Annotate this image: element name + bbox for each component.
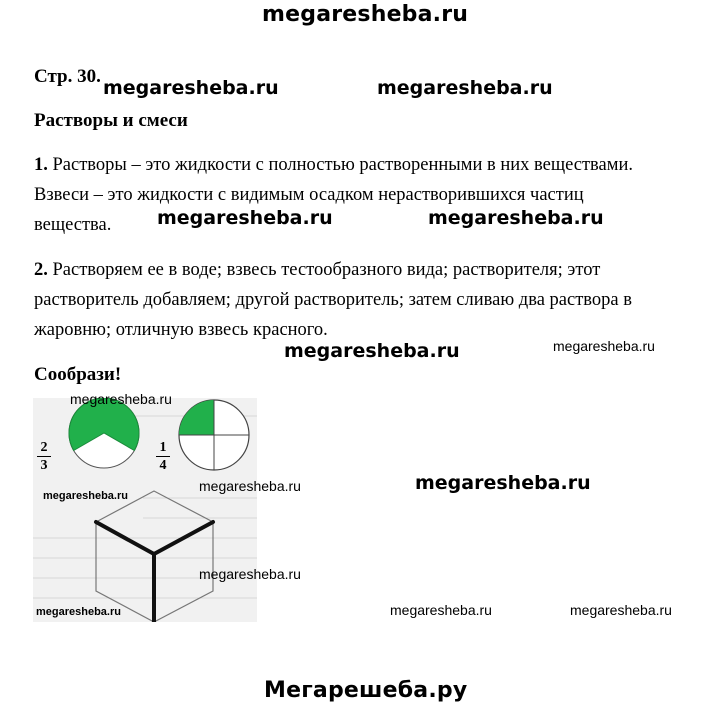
footer-watermark: Мегарешеба.ру xyxy=(264,678,468,703)
page-reference: Стр. 30. xyxy=(34,66,101,87)
circle-two-thirds xyxy=(69,398,139,468)
fraction-two-thirds xyxy=(37,440,51,473)
fraction-b-numerator: 1 xyxy=(159,440,167,455)
circle-one-quarter xyxy=(179,400,249,470)
task1-line1 xyxy=(34,150,633,180)
watermark-line2-right: megaresheba.ru xyxy=(428,207,604,229)
task1-line2: Взвеси – это жидкости с видимым осадком нерастворившихся частиц xyxy=(34,185,584,205)
watermark-line2-left: megaresheba.ru xyxy=(157,207,333,229)
watermark-mid-center: megaresheba.ru xyxy=(284,340,460,362)
watermark-line1-right: megaresheba.ru xyxy=(377,77,553,99)
watermark-right-big: megaresheba.ru xyxy=(415,472,591,494)
watermark-figure-bottom: megaresheba.ru xyxy=(36,606,121,618)
task2-number: 2. xyxy=(34,260,48,280)
watermark-mid-right: megaresheba.ru xyxy=(553,338,655,354)
task2-line1 xyxy=(34,255,600,285)
task1-text-line1: Растворы – это жидкости с полностью растворенными в них веществами. xyxy=(52,155,633,175)
watermark-line1-left: megaresheba.ru xyxy=(103,77,279,99)
watermark-figure-mid: megaresheba.ru xyxy=(199,478,301,494)
fraction-a-denominator: 3 xyxy=(40,458,48,473)
watermark-figure-top: megaresheba.ru xyxy=(70,391,172,407)
watermark-figure-left: megaresheba.ru xyxy=(43,490,128,502)
fraction-one-quarter xyxy=(156,440,170,473)
task1-line3: вещества. xyxy=(34,215,112,235)
watermark-bottom-right: megaresheba.ru xyxy=(570,602,672,618)
task2-line2: растворитель добавляем; другой растворитель; затем сливаю два раствора в xyxy=(34,290,632,310)
task2-text-line1: Растворяем ее в воде; взвесь тестообразного вида; растворителя; этот xyxy=(52,260,601,280)
think-heading: Сообрази! xyxy=(34,364,122,385)
watermark-top: megaresheba.ru xyxy=(262,2,469,27)
watermark-bottom-mid: megaresheba.ru xyxy=(390,602,492,618)
figure-drawing xyxy=(33,398,257,622)
task1-number: 1. xyxy=(34,155,48,175)
topic-heading: Растворы и смеси xyxy=(34,110,188,131)
watermark-figure-lower: megaresheba.ru xyxy=(199,566,301,582)
fraction-b-denominator: 4 xyxy=(159,458,167,473)
task2-line3: жаровню; отличную взвесь красного. xyxy=(34,320,328,340)
figure-panel xyxy=(33,398,257,622)
fraction-a-numerator: 2 xyxy=(40,440,48,455)
